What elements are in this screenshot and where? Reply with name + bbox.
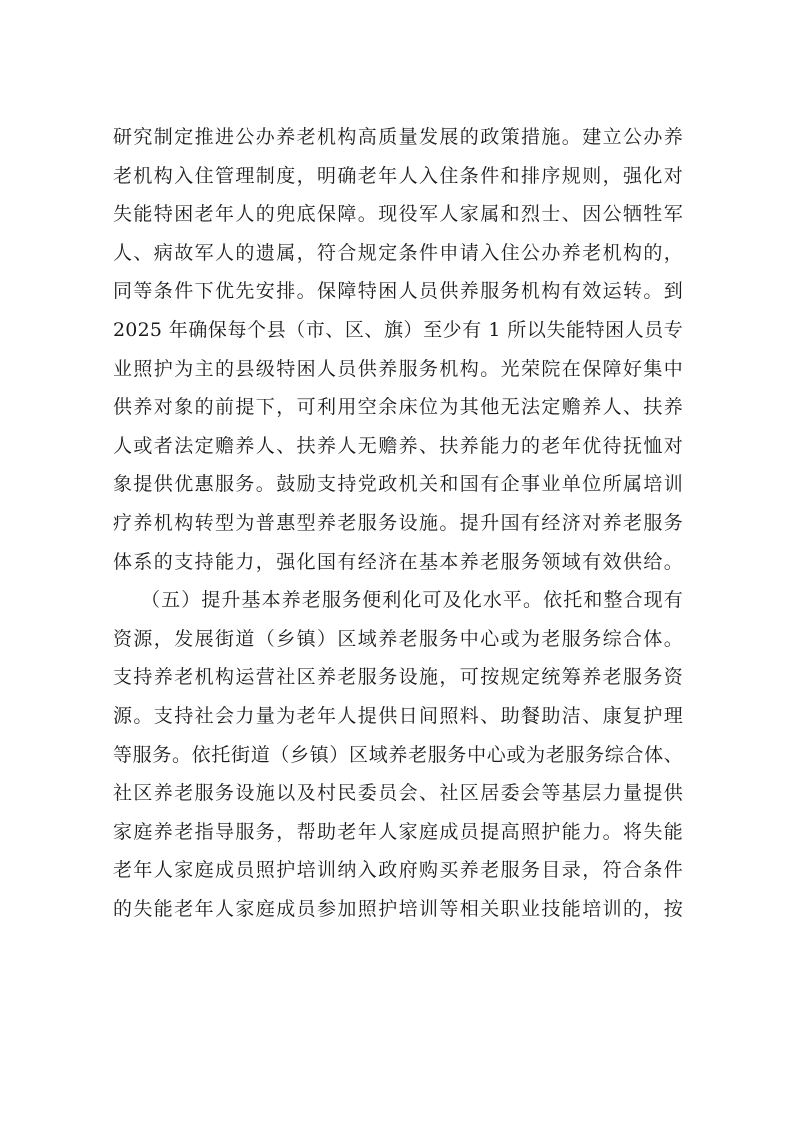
body-text — [113, 118, 683, 928]
text-line: 人、病故军人的遗属，符合规定条件申请入住公办养老机构的， — [113, 241, 683, 264]
text-line: 源。支持社会力量为老年人提供日间照料、助餐助洁、康复护理 — [113, 704, 683, 727]
text-line: 支持养老机构运营社区养老服务设施，可按规定统筹养老服务资 — [113, 666, 683, 689]
text-line: 2025 年确保每个县（市、区、旗）至少有 1 所以失能特困人员专 — [113, 318, 683, 341]
text-line: 的失能老年人家庭成员参加照护培训等相关职业技能培训的，按 — [113, 897, 683, 920]
text-line: 体系的支持能力，强化国有经济在基本养老服务领域有效供给。 — [113, 550, 683, 573]
text-line: 家庭养老指导服务，帮助老年人家庭成员提高照护能力。将失能 — [113, 820, 683, 843]
paragraph-2 — [113, 581, 683, 928]
text-line: 象提供优惠服务。鼓励支持党政机关和国有企事业单位所属培训 — [113, 473, 683, 496]
text-line: 业照护为主的县级特困人员供养服务机构。光荣院在保障好集中 — [113, 357, 683, 380]
text-line: 等服务。依托街道（乡镇）区域养老服务中心或为老服务综合体、 — [113, 743, 683, 766]
paragraph-1 — [113, 118, 683, 581]
section-heading-line: （五）提升基本养老服务便利化可及化水平。依托和整合现有 — [141, 589, 683, 612]
text-line: 社区养老服务设施以及村民委员会、社区居委会等基层力量提供 — [113, 782, 683, 805]
text-line: 供养对象的前提下，可利用空余床位为其他无法定赡养人、扶养 — [113, 396, 683, 419]
text-line: 同等条件下优先安排。保障特困人员供养服务机构有效运转。到 — [113, 280, 683, 303]
text-line: 老机构入住管理制度，明确老年人入住条件和排序规则，强化对 — [113, 164, 683, 187]
text-line: 研究制定推进公办养老机构高质量发展的政策措施。建立公办养 — [113, 126, 683, 148]
text-line: 失能特困老年人的兜底保障。现役军人家属和烈士、因公牺牲军 — [113, 203, 683, 226]
text-line: 人或者法定赡养人、扶养人无赡养、扶养能力的老年优待抚恤对 — [113, 434, 683, 457]
text-line: 疗养机构转型为普惠型养老服务设施。提升国有经济对养老服务 — [113, 511, 683, 534]
text-line: 资源，发展街道（乡镇）区域养老服务中心或为老服务综合体。 — [113, 627, 683, 650]
text-line: 老年人家庭成员照护培训纳入政府购买养老服务目录，符合条件 — [113, 859, 683, 882]
